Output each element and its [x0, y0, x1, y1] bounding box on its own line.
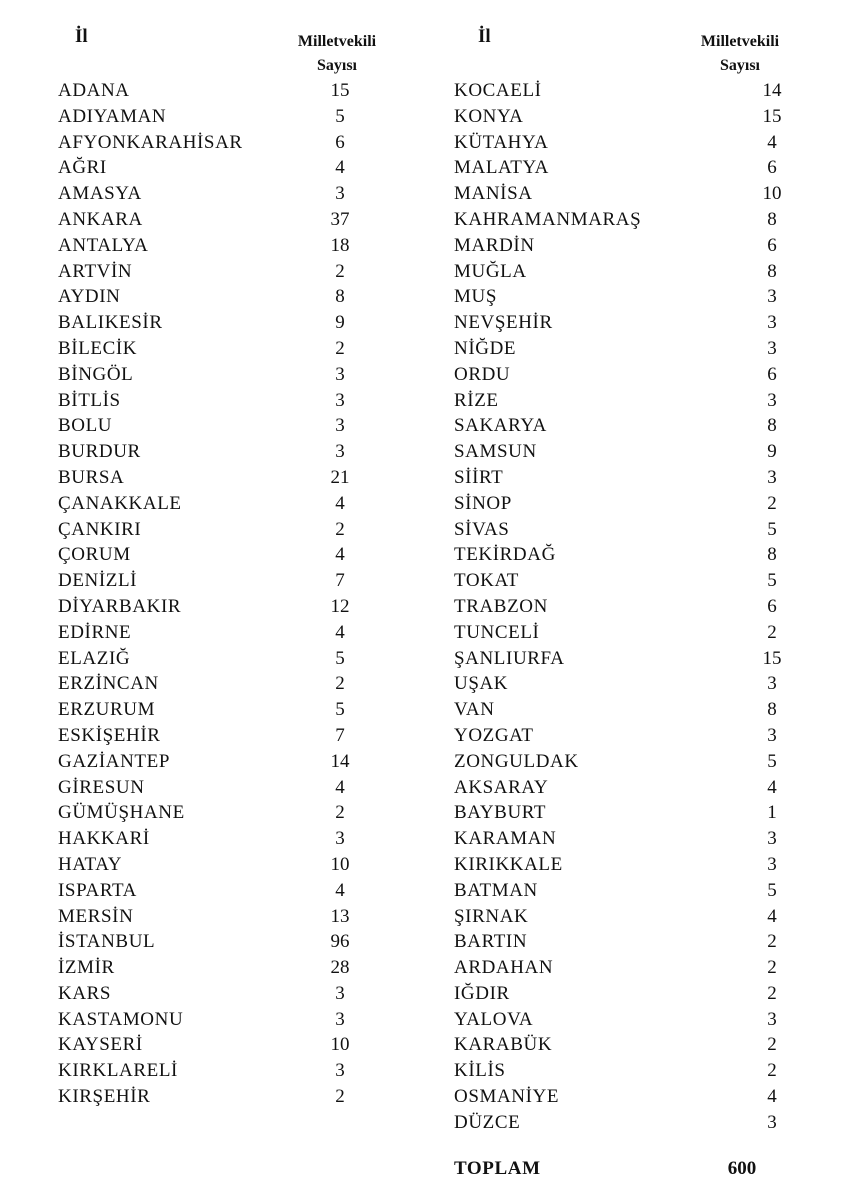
deputy-count: 2: [335, 260, 345, 282]
deputies-header: [675, 30, 805, 78]
deputies-header-line1: Milletvekili: [297, 33, 377, 50]
deputy-count: 9: [335, 312, 345, 334]
province-name: EDİRNE: [58, 621, 132, 643]
deputy-count: 15: [330, 80, 350, 101]
province-name: MALATYA: [454, 157, 549, 179]
province-name: ADIYAMAN: [58, 105, 167, 127]
province-name: ŞANLIURFA: [454, 647, 565, 669]
deputy-count: 6: [767, 595, 777, 617]
deputies-header-line2: Sayısı: [719, 57, 760, 74]
deputy-count: 6: [335, 131, 345, 153]
deputy-count: 12: [330, 595, 350, 617]
deputy-count: 15: [762, 105, 782, 127]
deputy-count: 8: [335, 286, 345, 308]
deputy-count: 18: [330, 234, 350, 256]
province-name: MUĞLA: [454, 260, 527, 282]
province-name: BALIKESİR: [58, 312, 163, 334]
deputy-count: 3: [767, 312, 777, 334]
deputy-count: 8: [767, 208, 777, 230]
province-name: KASTAMONU: [58, 1008, 184, 1030]
deputy-count: 3: [767, 673, 777, 695]
province-name: SİİRT: [454, 466, 504, 488]
province-name: MERSİN: [58, 905, 134, 927]
deputy-count: 37: [330, 208, 350, 230]
province-name: KIRKLARELİ: [58, 1060, 178, 1082]
deputy-count: 3: [767, 724, 777, 746]
province-name: YOZGAT: [454, 724, 534, 746]
deputy-count: 3: [335, 1008, 345, 1030]
province-name: İSTANBUL: [58, 931, 156, 953]
province-name: IĞDIR: [454, 982, 510, 1004]
deputy-count: 3: [767, 1008, 777, 1030]
deputy-count: 8: [767, 415, 777, 437]
deputy-count: 21: [330, 466, 350, 488]
deputy-count: 3: [335, 363, 345, 385]
province-name: OSMANİYE: [454, 1086, 560, 1108]
deputy-count: 3: [767, 1111, 777, 1133]
province-name: ANKARA: [58, 208, 143, 230]
province-name: KÜTAHYA: [454, 131, 549, 153]
province-name: ANTALYA: [58, 234, 149, 256]
province-name: ARTVİN: [58, 260, 133, 282]
deputy-count: 3: [767, 466, 777, 488]
province-name: SAKARYA: [454, 415, 547, 437]
province-name: ERZİNCAN: [58, 673, 159, 695]
deputy-count: 8: [767, 699, 777, 721]
deputy-count: 3: [335, 1060, 345, 1082]
deputies-header-line1: Milletvekili: [700, 33, 780, 50]
deputy-count: 5: [335, 105, 345, 127]
deputy-count: 8: [767, 260, 777, 282]
deputy-count: 2: [767, 621, 777, 643]
deputy-count: 2: [767, 982, 777, 1004]
deputy-count: 2: [767, 1060, 777, 1082]
deputy-count: 7: [335, 570, 345, 592]
deputy-count: 2: [767, 957, 777, 979]
province-name: ORDU: [454, 363, 511, 385]
province-name: YALOVA: [454, 1008, 534, 1030]
deputy-count: 4: [767, 776, 777, 798]
deputy-count: 2: [335, 518, 345, 540]
deputy-count: 3: [767, 337, 777, 359]
province-name: BOLU: [58, 415, 113, 437]
deputy-count: 3: [335, 441, 345, 463]
deputy-count: 6: [767, 363, 777, 385]
province-name: TRABZON: [454, 595, 548, 617]
province-name: AMASYA: [58, 183, 142, 205]
province-name: ÇORUM: [58, 544, 131, 566]
deputy-count: 9: [767, 441, 777, 463]
province-name: TUNCELİ: [454, 621, 540, 643]
deputy-count: 4: [335, 157, 345, 179]
province-name: RİZE: [454, 389, 499, 411]
deputy-count: 2: [335, 337, 345, 359]
province-name: BAYBURT: [454, 802, 547, 824]
province-name: SİNOP: [454, 492, 512, 514]
deputy-count: 14: [762, 80, 782, 101]
deputy-count: 4: [335, 544, 345, 566]
deputy-count: 4: [335, 492, 345, 514]
deputy-count: 5: [767, 570, 777, 592]
deputies-header: [272, 30, 402, 78]
province-name: KOCAELİ: [454, 80, 542, 101]
province-name: KARAMAN: [454, 828, 557, 850]
province-name: AFYONKARAHİSAR: [58, 131, 243, 153]
province-name: MANİSA: [454, 183, 533, 205]
deputy-count: 1: [767, 802, 777, 824]
deputy-count: 2: [767, 931, 777, 953]
deputy-count: 2: [767, 1034, 777, 1056]
province-name: BATMAN: [454, 879, 538, 901]
province-name: TOKAT: [454, 570, 519, 592]
deputy-count: 3: [767, 389, 777, 411]
province-name: BARTIN: [454, 931, 528, 953]
province-name: ÇANAKKALE: [58, 492, 182, 514]
deputy-count: 6: [767, 157, 777, 179]
province-name: KAYSERİ: [58, 1034, 143, 1056]
deputy-count: 5: [335, 647, 345, 669]
deputy-count: 13: [330, 905, 350, 927]
province-header: İl: [75, 26, 88, 47]
deputy-count: 14: [330, 750, 350, 772]
deputy-count: 7: [335, 724, 345, 746]
deputy-count: 10: [330, 1034, 350, 1056]
province-name: ISPARTA: [58, 879, 137, 901]
province-name: NİĞDE: [454, 337, 517, 359]
deputies-header-line2: Sayısı: [316, 57, 357, 74]
deputy-count: 5: [767, 750, 777, 772]
province-name: GÜMÜŞHANE: [58, 802, 185, 824]
province-name: MUŞ: [454, 286, 497, 308]
province-name: AĞRI: [58, 157, 107, 179]
province-name: KARS: [58, 982, 112, 1004]
deputy-count: 2: [335, 1086, 345, 1108]
province-name: MARDİN: [454, 234, 535, 256]
province-name: NEVŞEHİR: [454, 312, 553, 334]
province-name: AKSARAY: [454, 776, 549, 798]
deputy-count: 3: [335, 982, 345, 1004]
province-name: İZMİR: [58, 957, 115, 979]
province-name: KONYA: [454, 105, 524, 127]
province-name: UŞAK: [454, 673, 509, 695]
province-name: SAMSUN: [454, 441, 537, 463]
deputy-count: 3: [767, 286, 777, 308]
province-name: KARABÜK: [454, 1034, 553, 1056]
deputy-count: 4: [767, 905, 777, 927]
deputy-count: 3: [335, 415, 345, 437]
deputy-count: 10: [762, 183, 782, 205]
deputy-count: 5: [335, 699, 345, 721]
deputy-count: 4: [335, 879, 345, 901]
province-name: ŞIRNAK: [454, 905, 529, 927]
province-name: DİYARBAKIR: [58, 595, 182, 617]
province-name: KAHRAMANMARAŞ: [454, 208, 642, 230]
province-name: ZONGULDAK: [454, 750, 579, 772]
province-name: BİNGÖL: [58, 363, 134, 385]
province-name: DÜZCE: [454, 1111, 521, 1133]
province-name: HAKKARİ: [58, 828, 150, 850]
province-name: BURDUR: [58, 441, 141, 463]
deputy-count: 15: [762, 647, 782, 669]
deputy-count: 2: [335, 802, 345, 824]
province-name: KIRŞEHİR: [58, 1086, 151, 1108]
deputy-count: 5: [767, 879, 777, 901]
province-name: BURSA: [58, 466, 125, 488]
province-name: ADANA: [58, 80, 130, 101]
deputy-count: 3: [767, 828, 777, 850]
province-name: KIRIKKALE: [454, 853, 563, 875]
province-name: ARDAHAN: [454, 957, 554, 979]
deputy-count: 3: [335, 389, 345, 411]
deputy-count: 5: [767, 518, 777, 540]
deputy-count: 3: [767, 853, 777, 875]
deputy-count: 3: [335, 183, 345, 205]
total-label: TOPLAM: [454, 1158, 541, 1179]
deputy-count: 10: [330, 853, 350, 875]
province-name: TEKİRDAĞ: [454, 544, 556, 566]
deputy-count: 8: [767, 544, 777, 566]
deputy-count: 4: [767, 131, 777, 153]
province-name: DENİZLİ: [58, 570, 138, 592]
province-header: İl: [478, 26, 491, 47]
province-name: BİLECİK: [58, 337, 138, 359]
deputy-count: 4: [335, 776, 345, 798]
deputy-count: 2: [767, 492, 777, 514]
deputy-count: 6: [767, 234, 777, 256]
province-name: BİTLİS: [58, 389, 121, 411]
total-value: 600: [727, 1158, 757, 1179]
total-row: [454, 1154, 814, 1184]
province-name: AYDIN: [58, 286, 121, 308]
deputy-count: 4: [767, 1086, 777, 1108]
province-name: SİVAS: [454, 518, 510, 540]
deputy-count: 28: [330, 957, 350, 979]
province-name: ÇANKIRI: [58, 518, 142, 540]
province-name: GİRESUN: [58, 776, 145, 798]
province-name: ESKİŞEHİR: [58, 724, 161, 746]
province-name: KİLİS: [454, 1060, 506, 1082]
deputy-count: 4: [335, 621, 345, 643]
deputy-count: 3: [335, 828, 345, 850]
province-name: GAZİANTEP: [58, 750, 170, 772]
province-name: ERZURUM: [58, 699, 156, 721]
deputy-count: 2: [335, 673, 345, 695]
province-name: VAN: [454, 699, 495, 721]
deputy-count: 96: [330, 931, 350, 953]
province-name: HATAY: [58, 853, 123, 875]
province-name: ELAZIĞ: [58, 647, 131, 669]
